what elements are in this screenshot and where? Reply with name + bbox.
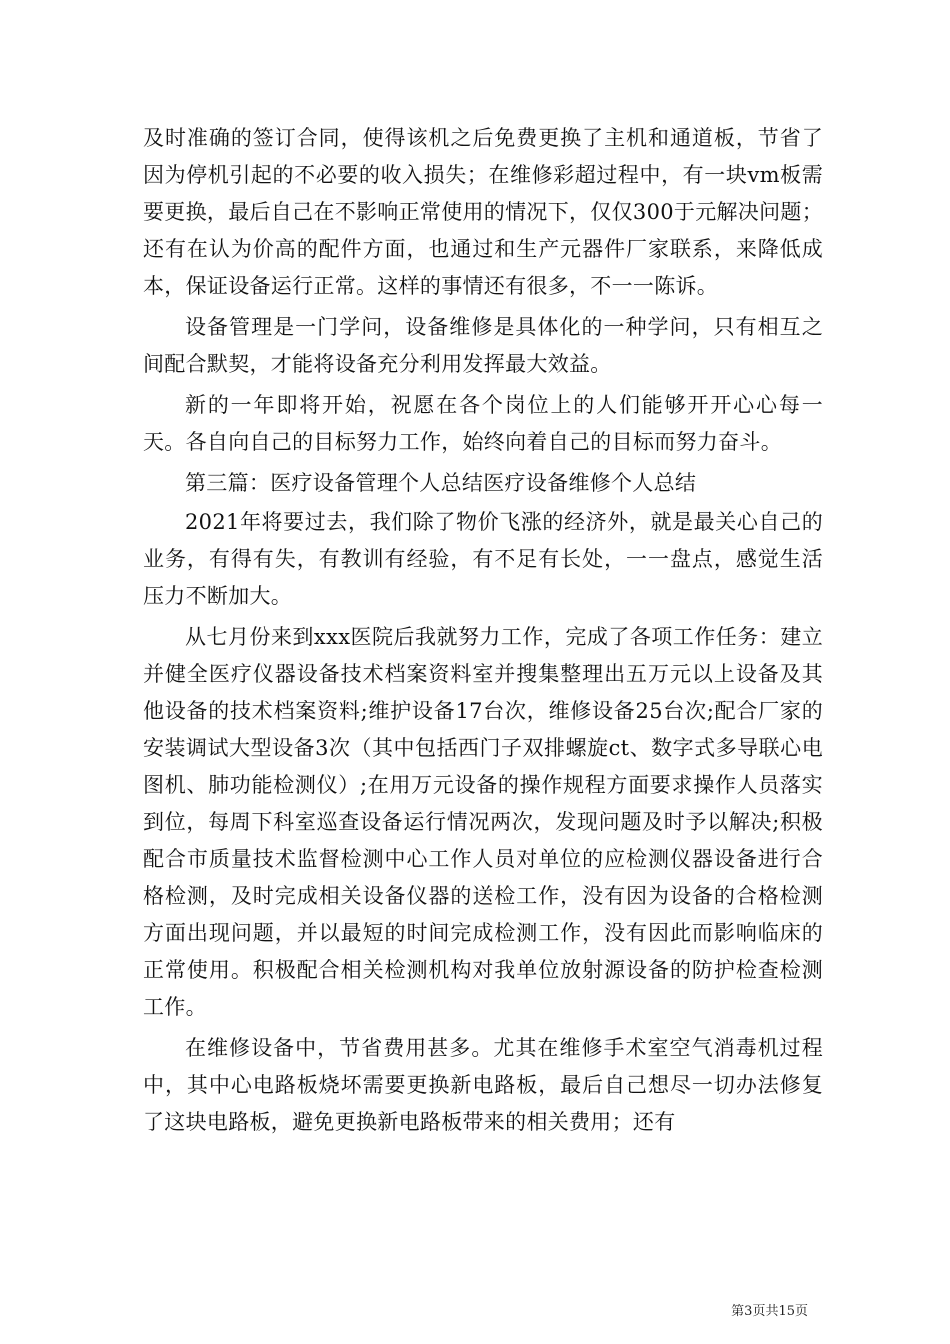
- paragraph-2: 设备管理是一门学问，设备维修是具体化的一种学问，只有相互之间配合默契，才能将设备充分利用发挥最大效益。: [143, 315, 823, 376]
- page-number: 第3页共15页: [731, 1304, 808, 1319]
- section-heading: 第三篇：医疗设备管理个人总结医疗设备维修个人总结: [185, 471, 697, 495]
- paragraph-6: 在维修设备中，节省费用甚多。尤其在维修手术室空气消毒机过程中，其中心电路板烧坏需要更换新电路板，最后自己想尽一切办法修复了这块电路板，避免更换新电路板带来的相关费用；还有: [143, 1036, 823, 1134]
- paragraph-4: 2021年将要过去，我们除了物价飞涨的经济外，就是最关心自己的业务，有得有失，有教训有经验，有不足有长处，一一盘点，感觉生活压力不断加大。: [143, 510, 823, 608]
- paragraph-1: 及时准确的签订合同，使得该机之后免费更换了主机和通道板，节省了因为停机引起的不必要的收入损失；在维修彩超过程中，有一块vm板需要更换，最后自己在不影响正常使用的情况下，仅仅300于元解决问题；还有在认为价高的配件方面，也通过和生产元器件厂家联系，来降低成本，保证设备运行正常。这样的事情还有很多，不一一陈诉。: [143, 126, 823, 298]
- document-body: [143, 120, 823, 1145]
- paragraph-3: 新的一年即将开始，祝愿在各个岗位上的人们能够开开心心每一天。各自向自己的目标努力工作，始终向着自己的目标而努力奋斗。: [143, 393, 823, 454]
- paragraph-5: 从七月份来到xxx医院后我就努力工作，完成了各项工作任务：建立并健全医疗仪器设备技术档案资料室并搜集整理出五万元以上设备及其他设备的技术档案资料;维护设备17台次，维修设备25台次;配合厂家的安装调试大型设备3次（其中包括西门子双排螺旋ct、数字式多导联心电图机、肺功能检测仪）;在用万元设备的操作规程方面要求操作人员落实到位，每周下科室巡查设备运行情况两次，发现问题及时予以解决;积极配合市质量技术监督检测中心工作人员对单位的应检测仪器设备进行合格检测，及时完成相关设备仪器的送检工作，没有因为设备的合格检测方面出现问题，并以最短的时间完成检测工作，没有因此而影响临床的正常使用。积极配合相关检测机构对我单位放射源设备的防护检查检测工作。: [143, 625, 823, 1019]
